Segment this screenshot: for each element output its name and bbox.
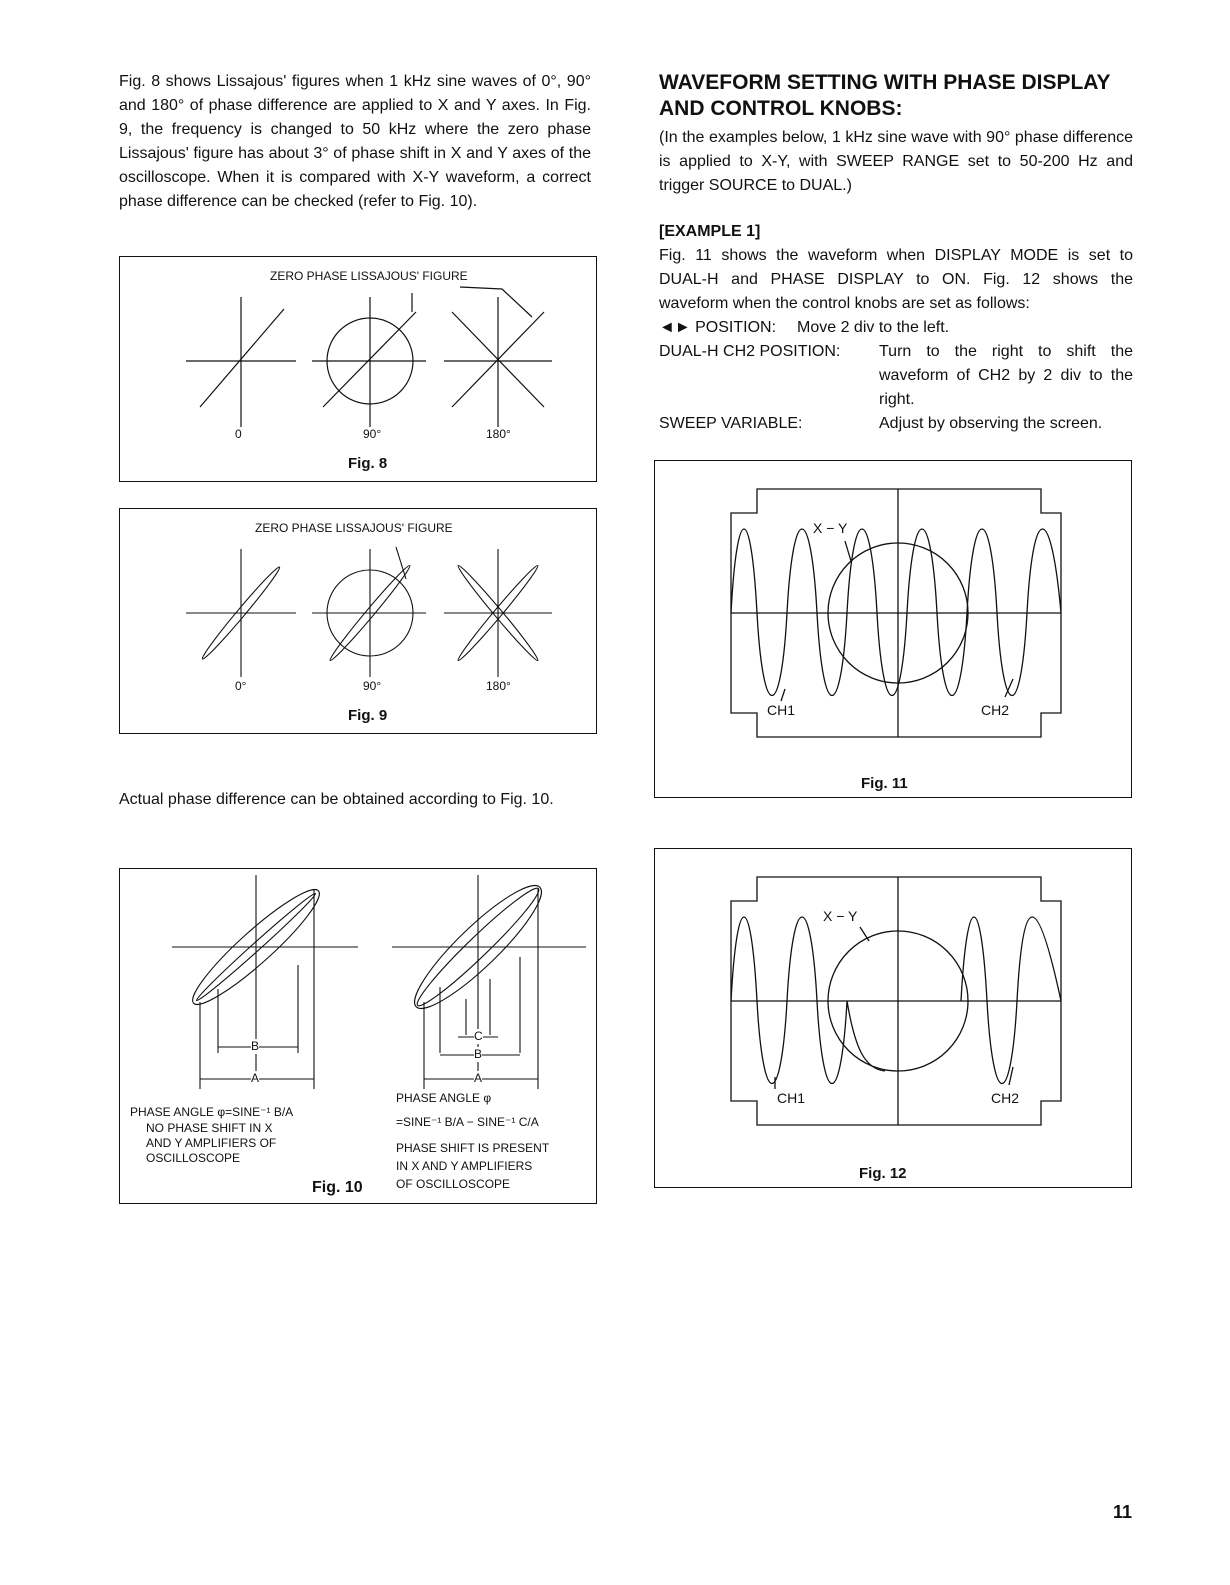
section-heading: WAVEFORM SETTING WITH PHASE DISPLAY AND CONTROL KNOBS:	[659, 71, 1111, 120]
right-intro-paragraph: (In the examples below, 1 kHz sine wave with 90° phase difference is applied to X-Y, with SWEEP RANGE set to 50-200 Hz and trigger SOURCE to DUAL.)	[659, 129, 1133, 194]
fig12-ch1-label: CH1	[777, 1090, 806, 1106]
figure-9	[119, 508, 597, 734]
control-position-label: ◄► POSITION:	[659, 319, 777, 336]
fig12-ch2-label: CH2	[991, 1090, 1020, 1106]
control-ch2-position-value: Turn to the right to shift the waveform of CH2 by 2 div to the right.	[879, 343, 1133, 408]
fig9-label-180: 180°	[486, 679, 511, 693]
control-sweep-variable-label: SWEEP VARIABLE:	[659, 415, 803, 432]
fig9-drawing	[120, 509, 598, 735]
fig10-left-note-2: AND Y AMPLIFIERS OF	[146, 1136, 277, 1150]
fig10-dim-a-right: A	[474, 1071, 483, 1085]
fig8-caption: Fig. 8	[348, 455, 388, 472]
fig12-screen	[655, 849, 1133, 1189]
example-paragraph: Fig. 11 shows the waveform when DISPLAY MODE is set to DUAL-H and PHASE DISPLAY to ON. Fig. 12 shows the waveform when the control knobs are set as follows:	[659, 247, 1133, 312]
fig11-xy-label: X − Y	[813, 520, 848, 536]
page-number: 11	[1113, 1502, 1133, 1522]
fig10-left-equation: PHASE ANGLE φ=SINE⁻¹ B/A	[130, 1105, 294, 1119]
fig10-dim-c-right: C	[474, 1029, 483, 1043]
intro-paragraph: Fig. 8 shows Lissajous' figures when 1 kHz sine waves of 0°, 90° and 180° of phase difference are applied to X and Y axes. In Fig. 9, the frequency is changed to 50 kHz where the zero phase Lissajous' figure has about 3° of phase shift in X and Y axes of the oscilloscope. When it is compared with X-Y waveform, a correct phase difference can be checked (refer to Fig. 10).	[119, 73, 591, 210]
control-ch2-position-label: DUAL-H CH2 POSITION:	[659, 343, 841, 360]
fig10-right-note-3: OF OSCILLOSCOPE	[396, 1177, 511, 1191]
example-title: [EXAMPLE 1]	[659, 223, 761, 240]
fig10-right-note-2: IN X AND Y AMPLIFIERS	[396, 1159, 533, 1173]
fig8-title: ZERO PHASE LISSAJOUS' FIGURE	[270, 269, 468, 283]
fig10-right-note-1: PHASE SHIFT IS PRESENT	[396, 1141, 550, 1155]
fig8-label-0: 0	[235, 427, 242, 441]
fig10-left-note-3: OSCILLOSCOPE	[146, 1151, 241, 1165]
fig10-left-note-1: NO PHASE SHIFT IN X	[146, 1121, 273, 1135]
figure-10	[119, 868, 597, 1204]
fig11-ch1-label: CH1	[767, 702, 796, 718]
fig12-caption: Fig. 12	[859, 1165, 907, 1182]
actual-phase-paragraph: Actual phase difference can be obtained according to Fig. 10.	[119, 791, 554, 808]
fig9-label-0: 0°	[235, 679, 247, 693]
fig8-label-90: 90°	[363, 427, 382, 441]
fig11-caption: Fig. 11	[861, 775, 908, 792]
fig10-right-equation-2: =SINE⁻¹ B/A − SINE⁻¹ C/A	[396, 1115, 539, 1129]
fig10-right-equation-1: PHASE ANGLE φ	[396, 1091, 492, 1105]
fig10-dim-a-left: A	[251, 1071, 260, 1085]
fig8-drawing	[120, 257, 598, 483]
fig9-label-90: 90°	[363, 679, 382, 693]
fig12-xy-label: X − Y	[823, 908, 858, 924]
figure-8	[119, 256, 597, 482]
fig9-caption: Fig. 9	[348, 707, 388, 724]
fig11-ch2-label: CH2	[981, 702, 1010, 718]
figure-11	[654, 460, 1132, 798]
fig10-dim-b-right: B	[474, 1047, 483, 1061]
fig8-label-180: 180°	[486, 427, 511, 441]
control-position-value: Move 2 div to the left.	[797, 319, 950, 336]
fig9-title: ZERO PHASE LISSAJOUS' FIGURE	[255, 521, 453, 535]
figure-12	[654, 848, 1132, 1188]
fig11-screen	[655, 461, 1133, 799]
fig10-caption: Fig. 10	[312, 1179, 363, 1196]
fig10-dim-b-left: B	[251, 1039, 260, 1053]
control-sweep-variable-value: Adjust by observing the screen.	[879, 415, 1103, 432]
